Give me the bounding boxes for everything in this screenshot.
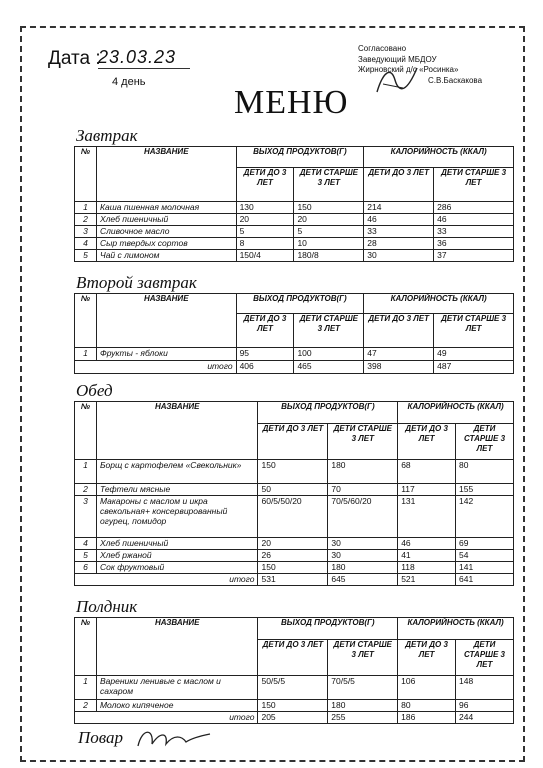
col-kids-young: ДЕТИ ДО 3 ЛЕТ [398,424,456,460]
col-name: НАЗВАНИЕ [96,402,258,460]
col-kids-young: ДЕТИ ДО 3 ЛЕТ [236,168,294,202]
total-row: итого 531 645 521 641 [75,574,514,586]
col-output: ВЫХОД ПРОДУКТОВ(Г) [258,618,398,640]
table-row: 1 Вареники ленивые с маслом и сахаром 50/5/5 70/5/5 106 148 [75,676,514,700]
table-row: 5 Чай с лимоном 150/4 180/8 30 37 [75,250,514,262]
col-output: ВЫХОД ПРОДУКТОВ(Г) [258,402,398,424]
table-row: 1 Каша пшенная молочная 130 150 214 286 [75,202,514,214]
col-no: № [75,402,97,460]
col-kids-old: ДЕТИ СТАРШЕ 3 ЛЕТ [456,640,514,676]
cook-label: Повар [78,728,124,747]
col-output: ВЫХОД ПРОДУКТОВ(Г) [236,294,364,314]
col-kids-young: ДЕТИ ДО 3 ЛЕТ [364,314,434,348]
date-value: 23.03.23 [98,47,190,69]
total-row: итого 406 465 398 487 [75,361,514,374]
lunch-table [74,401,514,586]
table-row: 2 Хлеб пшеничный 20 20 46 46 [75,214,514,226]
section-title-second-breakfast: Второй завтрак [76,273,197,292]
col-no: № [75,147,97,202]
approval-line: Жирновский д/с «Росинка» [358,65,459,74]
col-no: № [75,294,97,348]
table-row: 2 Тефтели мясные 50 70 117 155 [75,484,514,496]
col-kids-old: ДЕТИ СТАРШЕ 3 ЛЕТ [328,640,398,676]
col-kids-old: ДЕТИ СТАРШЕ 3 ЛЕТ [294,314,364,348]
second-breakfast-table [74,293,514,374]
table-row: 6 Сок фруктовый 150 180 118 141 [75,562,514,574]
col-calories: КАЛОРИЙНОСТЬ (ККАЛ) [398,402,514,424]
col-calories: КАЛОРИЙНОСТЬ (ККАЛ) [364,294,514,314]
page-title: МЕНЮ [234,84,349,121]
col-kids-young: ДЕТИ ДО 3 ЛЕТ [258,640,328,676]
table-row: 2 Молоко кипяченое 150 180 80 96 [75,700,514,712]
day-label: 4 день [112,76,146,88]
col-name: НАЗВАНИЕ [96,147,236,202]
col-calories: КАЛОРИЙНОСТЬ (ККАЛ) [398,618,514,640]
section-title-snack: Полдник [76,597,138,616]
table-row: 3 Сливочное масло 5 5 33 33 [75,226,514,238]
col-kids-old: ДЕТИ СТАРШЕ 3 ЛЕТ [294,168,364,202]
col-name: НАЗВАНИЕ [96,618,258,676]
table-row: 4 Хлеб пшеничный 20 30 46 69 [75,538,514,550]
col-kids-young: ДЕТИ ДО 3 ЛЕТ [258,424,328,460]
approval-line: Согласовано [358,44,407,53]
section-title-breakfast: Завтрак [76,126,138,145]
col-name: НАЗВАНИЕ [96,294,236,348]
table-row: 1 Борщ с картофелем «Свекольник» 150 180 68 80 [75,460,514,484]
table-row: 1 Фрукты - яблоки 95 100 47 49 [75,348,514,361]
col-kids-young: ДЕТИ ДО 3 ЛЕТ [398,640,456,676]
section-title-lunch: Обед [76,381,113,400]
col-kids-old: ДЕТИ СТАРШЕ 3 ЛЕТ [434,168,514,202]
col-kids-young: ДЕТИ ДО 3 ЛЕТ [236,314,294,348]
col-no: № [75,618,97,676]
col-kids-old: ДЕТИ СТАРШЕ 3 ЛЕТ [328,424,398,460]
col-output: ВЫХОД ПРОДУКТОВ(Г) [236,147,364,168]
total-row: итого 205 255 186 244 [75,712,514,724]
breakfast-table [74,146,514,262]
approval-signature-icon [373,62,421,98]
col-kids-old: ДЕТИ СТАРШЕ 3 ЛЕТ [456,424,514,460]
snack-table [74,617,514,724]
cook-signature-icon [134,724,214,752]
table-row: 5 Хлеб ржаной 26 30 41 54 [75,550,514,562]
table-row: 4 Сыр твердых сортов 8 10 28 36 [75,238,514,250]
approval-line: Заведующий МБДОУ [358,54,437,64]
approval-line: С.В.Баскакова [428,75,483,85]
col-kids-old: ДЕТИ СТАРШЕ 3 ЛЕТ [434,314,514,348]
table-row: 3 Макароны с маслом и икра свекольная+ консервированный огурец, помидор 60/5/50/20 70/5/60/20 131 142 [75,496,514,538]
col-calories: КАЛОРИЙНОСТЬ (ККАЛ) [364,147,514,168]
date-label: Дата : [48,48,101,69]
col-kids-young: ДЕТИ ДО 3 ЛЕТ [364,168,434,202]
